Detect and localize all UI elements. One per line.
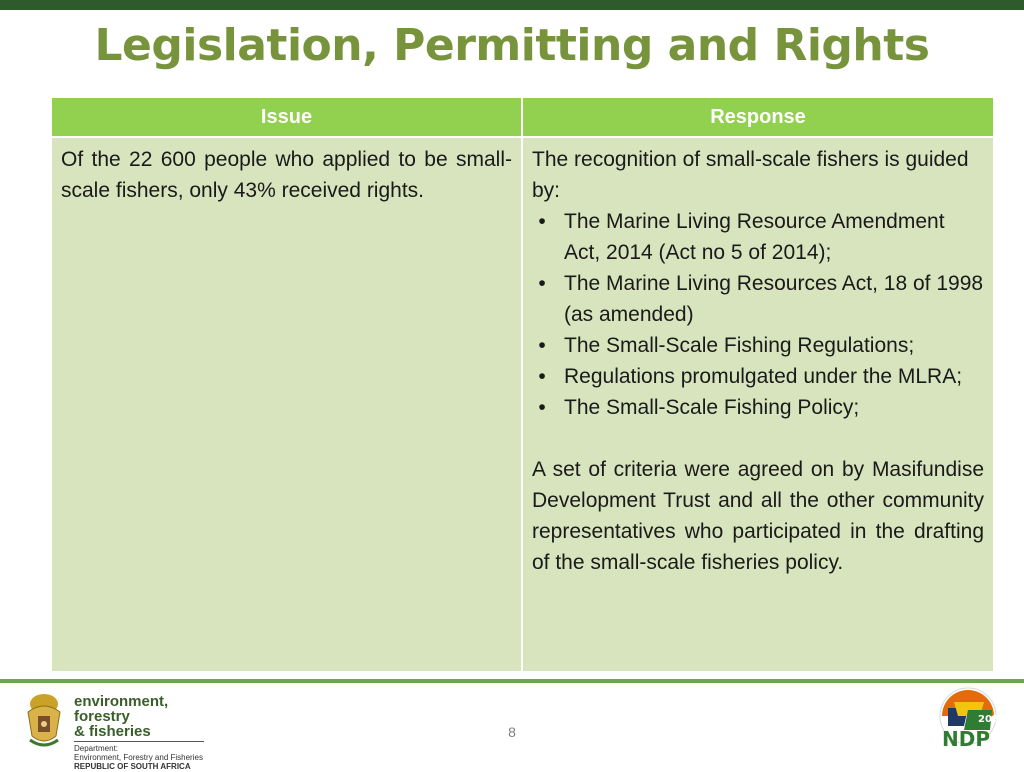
list-item: • The Marine Living Resource Amendment Act, 2014 (Act no 5 of 2014); <box>564 206 984 268</box>
page-title: Legislation, Permitting and Rights <box>94 20 930 71</box>
table-header-row <box>52 98 993 137</box>
ndp-logo <box>934 686 1006 751</box>
table-row <box>52 137 993 671</box>
issue-text: Of the 22 600 people who applied to be small-scale fishers, only 43% received rights. <box>61 148 512 202</box>
ndp-year: 2030 <box>978 714 1006 725</box>
list-item: • Regulations promulgated under the MLRA; <box>564 361 984 392</box>
dept-full-name: Environment, Forestry and Fisheries <box>74 753 203 762</box>
response-intro: The recognition of small-scale fishers is guided by: <box>532 148 969 202</box>
issue-cell <box>52 137 522 671</box>
response-header: Response <box>522 98 993 137</box>
department-logo <box>22 690 222 771</box>
issue-header: Issue <box>52 98 522 137</box>
spacer <box>532 423 984 454</box>
dept-rule <box>74 741 204 742</box>
ndp-2030-icon <box>934 686 1006 751</box>
response-closing: A set of criteria were agreed on by Masifundise Development Trust and all the other community representatives who participated in the drafting of the small-scale fisheries policy. <box>532 458 984 574</box>
top-bar <box>0 0 1024 10</box>
coat-of-arms-icon <box>22 690 66 752</box>
response-cell <box>522 137 993 671</box>
dept-label: Department: <box>74 744 119 753</box>
page-number: 8 <box>508 724 516 740</box>
dept-name-line1: environment, forestry <box>74 693 169 725</box>
list-item: • The Small-Scale Fishing Regulations; <box>564 330 984 361</box>
footer-divider <box>0 679 1024 683</box>
dept-name-line2: & fisheries <box>74 723 151 740</box>
legislation-list <box>532 206 984 423</box>
issue-response-table <box>52 98 993 671</box>
dept-country: REPUBLIC OF SOUTH AFRICA <box>74 762 191 771</box>
list-item: • The Small-Scale Fishing Policy; <box>564 392 984 423</box>
list-item: • The Marine Living Resources Act, 18 of 1998 (as amended) <box>564 268 984 330</box>
ndp-text: NDP <box>942 727 990 751</box>
